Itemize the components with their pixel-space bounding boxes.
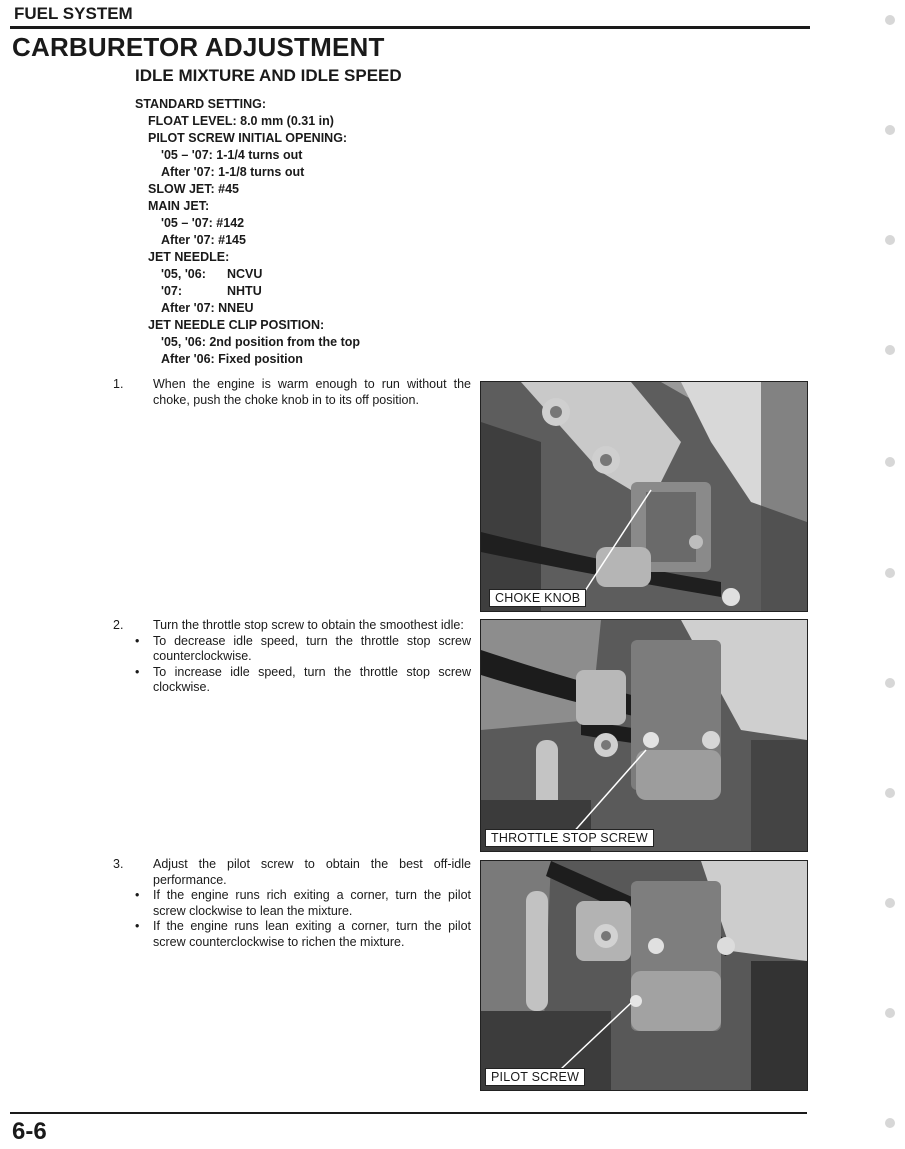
- binder-hole: [885, 568, 895, 578]
- binder-hole: [885, 457, 895, 467]
- spec-main-jet-row: After '07: #145: [161, 233, 246, 247]
- step-bullet: • To decrease idle speed, turn the throttle stop screw counterclockwise.: [133, 634, 471, 665]
- step-bullet: • If the engine runs lean exiting a corner, turn the pilot screw counterclockwise to richen the mixture.: [133, 919, 471, 950]
- choke-knob-photo: [480, 381, 808, 612]
- photo-callout-label: CHOKE KNOB: [489, 589, 586, 607]
- spec-jet-needle-row: [135, 266, 465, 283]
- spec-main-jet-heading: MAIN JET:: [148, 199, 210, 213]
- binder-hole: [885, 898, 895, 908]
- binder-hole: [885, 15, 895, 25]
- page-number: 6-6: [12, 1118, 47, 1145]
- spec-pilot-screw-row: '05 – '07: 1-1/4 turns out: [161, 148, 303, 162]
- binder-hole: [885, 1118, 895, 1128]
- binder-hole: [885, 1008, 895, 1018]
- spec-jet-needle-key: '07:: [161, 284, 183, 298]
- step-bullet: • To increase idle speed, turn the throttle stop screw clockwise.: [133, 665, 471, 696]
- step-1: [113, 377, 471, 408]
- pilot-screw-photo: [480, 860, 808, 1091]
- spec-slow-jet: SLOW JET: #45: [148, 182, 239, 196]
- choke-knob-illustration: [481, 382, 807, 611]
- binder-hole: [885, 125, 895, 135]
- spec-clip-row: '05, '06: 2nd position from the top: [161, 335, 361, 349]
- section-header: FUEL SYSTEM: [14, 4, 133, 23]
- spec-clip-heading: JET NEEDLE CLIP POSITION:: [148, 318, 325, 332]
- binder-hole: [885, 788, 895, 798]
- step-number: 2.: [113, 618, 124, 632]
- step-bullet: • If the engine runs rich exiting a corner, turn the pilot screw clockwise to lean the mixture.: [133, 888, 471, 919]
- page-title: CARBURETOR ADJUSTMENT: [12, 32, 385, 62]
- spec-jet-needle-value: NHTU: [227, 284, 262, 298]
- photo-callout-label: THROTTLE STOP SCREW: [485, 829, 654, 847]
- step-text: Turn the throttle stop screw to obtain the smoothest idle:: [153, 618, 464, 632]
- standard-setting-block: [135, 96, 465, 368]
- step-2: [113, 618, 471, 696]
- throttle-stop-screw-photo: [480, 619, 808, 852]
- footer-rule: [10, 1112, 807, 1114]
- spec-clip-row: After '06: Fixed position: [161, 352, 303, 366]
- step-text: Adjust the pilot screw to obtain the best off-idle performance.: [153, 857, 471, 887]
- binder-hole: [885, 345, 895, 355]
- spec-main-jet-row: '05 – '07: #142: [161, 216, 245, 230]
- spec-jet-needle-row: [135, 283, 465, 300]
- spec-heading: STANDARD SETTING:: [135, 97, 267, 111]
- step-number: 1.: [113, 377, 124, 391]
- photo-callout-label: PILOT SCREW: [485, 1068, 585, 1086]
- spec-pilot-screw-row: After '07: 1-1/8 turns out: [161, 165, 305, 179]
- spec-jet-needle-heading: JET NEEDLE:: [148, 250, 230, 264]
- spec-jet-needle-key: '05, '06:: [161, 267, 206, 281]
- page-subtitle: IDLE MIXTURE AND IDLE SPEED: [135, 66, 402, 85]
- spec-float-level: FLOAT LEVEL: 8.0 mm (0.31 in): [148, 114, 334, 128]
- binder-hole: [885, 678, 895, 688]
- step-number: 3.: [113, 857, 124, 871]
- spec-pilot-screw-heading: PILOT SCREW INITIAL OPENING:: [148, 131, 348, 145]
- spec-jet-needle-row: After '07: NNEU: [161, 301, 254, 315]
- step-text: When the engine is warm enough to run without the choke, push the choke knob in to its off position.: [153, 377, 471, 407]
- step-3: [113, 857, 471, 950]
- spec-jet-needle-value: NCVU: [227, 267, 263, 281]
- binder-hole: [885, 235, 895, 245]
- header-rule: [10, 26, 810, 29]
- pilot-screw-illustration: [481, 861, 807, 1090]
- throttle-stop-screw-illustration: [481, 620, 807, 851]
